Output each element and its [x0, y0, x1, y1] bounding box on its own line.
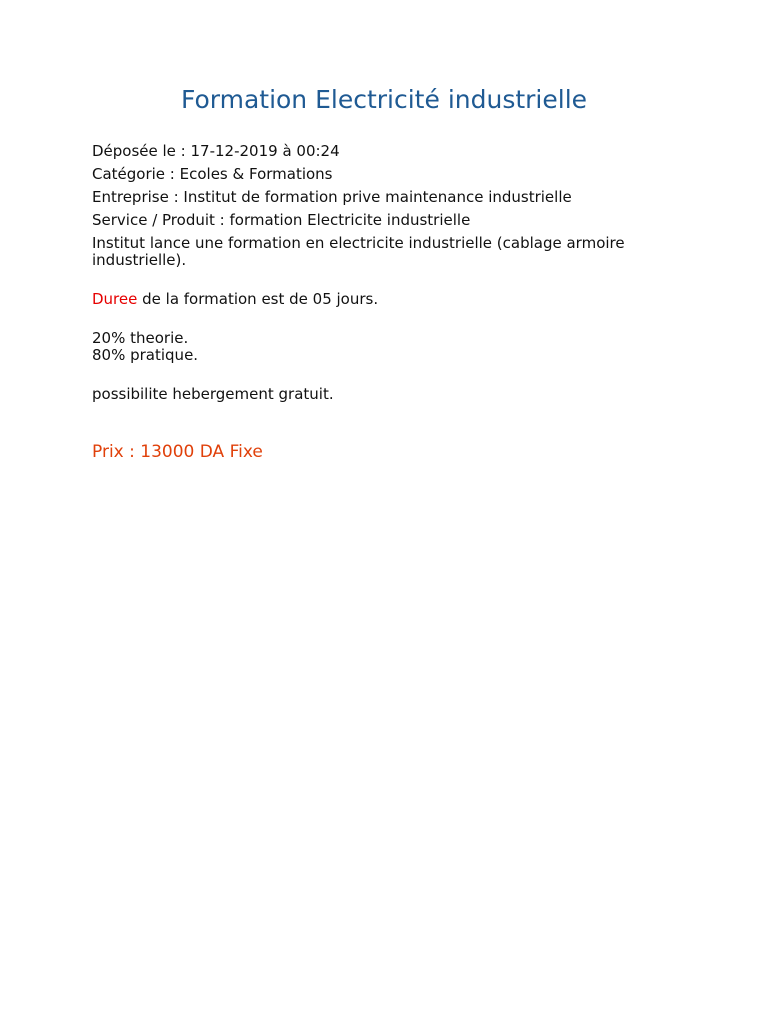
practice-line: 80% pratique.	[92, 346, 199, 364]
spacer	[92, 308, 682, 330]
price-line: Prix : 13000 DA Fixe	[92, 442, 263, 462]
theory-line: 20% theorie.	[92, 329, 189, 347]
duration-text: de la formation est de 05 jours.	[137, 290, 379, 308]
listing-content	[92, 143, 682, 479]
service-line: Service / Produit : formation Electricite industrielle	[92, 211, 471, 229]
description-intro: Institut lance une formation en electricite industrielle (cablage armoire industrielle).	[92, 234, 625, 269]
deposit-date: Déposée le : 17-12-2019 à 00:24	[92, 142, 340, 160]
company-line: Entreprise : Institut de formation prive maintenance industrielle	[92, 188, 572, 206]
spacer	[92, 269, 682, 291]
spacer	[92, 364, 682, 386]
duration-line	[92, 291, 682, 308]
lodging-line: possibilite hebergement gratuit.	[92, 385, 334, 403]
duration-highlight: Duree	[92, 290, 138, 308]
category-line: Catégorie : Ecoles & Formations	[92, 165, 333, 183]
page-title: Formation Electricité industrielle	[180, 85, 588, 114]
